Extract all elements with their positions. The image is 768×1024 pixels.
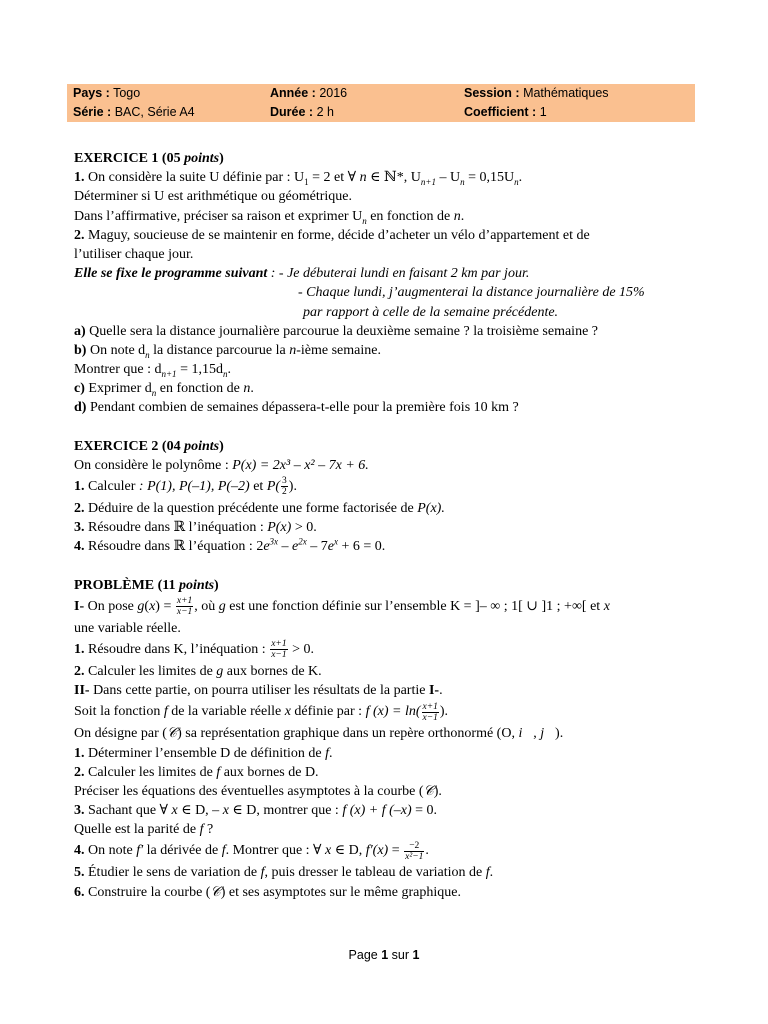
ex1-program-line-1: Elle se fixe le programme suivant : - Je débuterai lundi en faisant 2 km par jour. (74, 266, 530, 282)
ex1-question-c: c) Exprimer $d_n$ en fonction de n. (74, 381, 254, 399)
problem-part-1-intro: I- On pose g(x) = $\frac{x+1}{x-1}$ , où g est une fonction définie sur l’ensemble K = ]– ∞ ; 1[ ∪ ]1 ; +∞[ et x (74, 596, 610, 618)
exam-content (74, 149, 694, 902)
ex1-question-b: b) On note $d_n$ la distance parcourue la n-ième semaine. (74, 342, 381, 360)
ex1-program-line-3: par rapport à celle de la semaine précédente. (303, 304, 559, 320)
header-row-1 (67, 84, 695, 103)
page-footer: Page 1 sur 1 (348, 948, 420, 962)
problem-part-2-intro: II- Dans cette partie, on pourra utiliser les résultats de la partie I-. (74, 683, 443, 699)
ex1-question-2: 2. Maguy, soucieuse de se maintenir en forme, décide d’acheter un vélo d’appartement et de (74, 227, 590, 243)
problem-function-definition: Soit la fonction f de la variable réelle x définie par : f (x) = ln( $\frac{x+1}{x-1}$ ). (74, 701, 449, 723)
ex1-question-2-line-2: l’utiliser chaque jour. (74, 246, 194, 262)
problem-question-ii-6: 6. Construire la courbe (𝒞) et ses asymptotes sur le même graphique. (74, 884, 461, 900)
session-cell: Session : Mathématiques (464, 86, 609, 100)
problem-question-ii-5: 5. Étudier le sens de variation de f, puis dresser le tableau de variation de f. (74, 865, 494, 881)
duration-cell: Durée : 2 h (270, 105, 334, 119)
problem-question-i-2: 2. Calculer les limites de g aux bornes de K. (74, 663, 322, 679)
ex1-program-line-2: - Chaque lundi, j’augmenterai la distance journalière de 15% (298, 285, 645, 301)
fraction-g: $\frac{x+1}{x-1}$ (176, 596, 193, 618)
header-row-2 (67, 103, 695, 122)
ex1-show-that: Montrer que : $d_{n+1} = 1,15d_n$. (74, 362, 231, 379)
problem-question-ii-2-line-2: Préciser les équations des éventuelles asymptotes à la courbe (𝒞). (74, 783, 442, 799)
problem-title: PROBLÈME (11 points) (74, 577, 219, 593)
fraction-three-halves: $\frac{3}{2}$ (282, 476, 287, 498)
fraction-derivative: $\frac{-2}{\text{x²−1}}$ (405, 840, 424, 862)
series-cell: Série : BAC, Série A4 (73, 105, 195, 119)
problem-part-1-intro-line-2: une variable réelle. (74, 620, 181, 636)
ex2-question-4: 4. Résoudre dans ℝ l’équation : $2e^{3x} - e^{2x} - 7e^x + 6 = 0$. (74, 536, 386, 555)
exercise-2-title: EXERCICE 2 (04 points) (74, 438, 224, 454)
problem-question-ii-3-line-2: Quelle est la parité de f ? (74, 822, 214, 838)
year-cell: Année : 2016 (270, 86, 348, 100)
ex2-question-2: 2. Déduire de la question précédente une forme factorisée de P(x). (74, 501, 445, 516)
problem-question-ii-1: 1. Déterminer l’ensemble D de définition de f. (74, 745, 333, 761)
coefficient-cell: Coefficient : 1 (464, 105, 547, 119)
problem-question-ii-3: 3. Sachant que ∀ x ∈ D, – x ∈ D, montrer que : f (x) + f (–x) = 0. (74, 803, 438, 819)
ex2-intro: On considère le polynôme : P(x) = 2x³ – x² – 7x + 6. (74, 457, 369, 473)
fraction-ln: $\frac{x+1}{x-1}$ (422, 701, 438, 723)
country-cell: Pays : Togo (73, 86, 141, 100)
ex1-question-a: a) Quelle sera la distance journalière parcourue la deuxième semaine ? la troisième semaine ? (74, 323, 598, 339)
fraction-inequation: $\frac{x+1}{x-1}$ (271, 639, 287, 661)
exercise-1-title: EXERCICE 1 (05 points) (74, 151, 224, 166)
problem-curve-definition: On désigne par (𝒞) sa représentation graphique dans un repère orthonormé (O, i⃗, j⃗). (74, 726, 564, 742)
ex2-question-3: 3. Résoudre dans ℝ l’inéquation : P(x) > 0. (74, 520, 317, 536)
ex1-question-1-line-2: Déterminer si U est arithmétique ou géométrique. (74, 189, 352, 205)
ex1-question-1: 1. On considère la suite U définie par : $U_1 = 2$ et ∀ n ∈ ℕ*, $U_{n+1} - U_n = 0,15U_n$. (74, 170, 523, 187)
problem-question-ii-2: 2. Calculer les limites de f aux bornes de D. (74, 764, 319, 780)
header-table (67, 84, 695, 122)
problem-question-ii-4: 4. On note f′ la dérivée de f. Montrer que : ∀ x ∈ D, f′(x) = $\frac{-2}{\text{x²−1}}$ . (74, 840, 429, 862)
ex1-question-d: d) Pendant combien de semaines dépassera-t-elle pour la première fois 10 km ? (74, 400, 519, 416)
ex1-question-1-line-3: Dans l’affirmative, préciser sa raison et exprimer $U_n$ en fonction de n. (74, 208, 465, 226)
problem-question-i-1: 1. Résoudre dans K, l’inéquation : $\frac{x+1}{x-1}$ > 0. (74, 639, 314, 661)
ex2-question-1: 1. Calculer : P(1), P(–1), P(–2) et P( $\frac{3}{2}$ ). (74, 476, 297, 498)
